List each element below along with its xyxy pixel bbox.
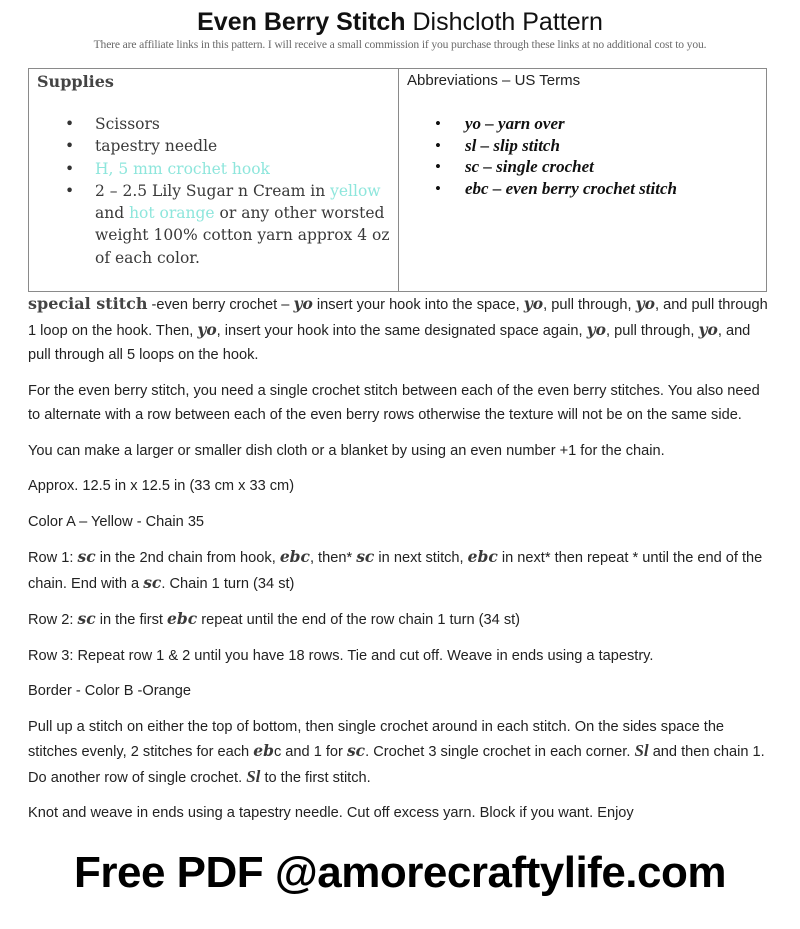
supply-item bbox=[95, 113, 395, 135]
size-paragraph: You can make a larger or smaller dish cloth or a blanket by using an even number +1 for the chain. bbox=[28, 442, 665, 459]
text: . Crochet 3 single crochet in each corner. bbox=[365, 744, 635, 760]
abbreviations-cell bbox=[399, 69, 766, 291]
supplies-cell bbox=[29, 69, 399, 291]
abbr-yo: yo bbox=[293, 294, 313, 313]
abbr-yo: yo bbox=[698, 319, 718, 339]
yarn-text-and: and bbox=[95, 204, 130, 223]
supply-item bbox=[95, 135, 395, 157]
text: Row 2: bbox=[28, 612, 78, 628]
text: insert your hook into the space, bbox=[312, 297, 524, 313]
text: , pull through, bbox=[543, 297, 636, 313]
text: in next stitch, bbox=[374, 550, 468, 566]
row-1-instruction bbox=[28, 545, 773, 596]
supplies-list bbox=[29, 113, 395, 269]
text: , pull through, bbox=[605, 322, 699, 339]
abbreviation-item: • ebc – even berry crochet stitch bbox=[465, 178, 677, 200]
color-a-instruction: Color A – Yellow - Chain 35 bbox=[28, 513, 205, 530]
text: Pull up a stitch on either the top of bottom, then single crochet around in each stitch. On the sides space the stitches evenly, 2 stitches for each bbox=[28, 718, 725, 760]
abbr-ebc: ebc bbox=[279, 547, 310, 566]
supply-tapestry-needle: tapestry needle bbox=[95, 137, 218, 156]
supply-scissors: Scissors bbox=[95, 115, 160, 133]
text: , then* bbox=[309, 550, 357, 566]
free-pdf-banner: Free PDF @amorecraftylife.com bbox=[74, 848, 726, 897]
abbr-sl: Sl bbox=[246, 766, 261, 786]
text: , and pull through all 5 loops on the hook. bbox=[28, 322, 751, 363]
row-2-instruction bbox=[28, 607, 773, 633]
abbr-yo: yo bbox=[197, 319, 217, 339]
yarn-text: 2 – 2.5 Lily Sugar n Cream in bbox=[95, 181, 331, 200]
abbr-sc: sc bbox=[346, 741, 366, 760]
abbr-sc: sc bbox=[77, 609, 96, 628]
text: c bbox=[273, 744, 282, 760]
title-bold: Even Berry Stitch bbox=[197, 8, 406, 36]
abbr-ebc: ebc bbox=[467, 547, 498, 566]
abbr-yo: yo bbox=[523, 294, 544, 313]
abbr-ebc: ebc bbox=[167, 609, 198, 628]
text: and then chain 1. Do another row of single crochet. bbox=[28, 744, 765, 786]
text: repeat until the end of the row chain 1 turn (34 st) bbox=[197, 612, 521, 628]
yellow-yarn-link[interactable]: yellow bbox=[330, 181, 381, 200]
abbr-sc: sc bbox=[143, 572, 162, 592]
text: , insert your hook into the same designated space again, bbox=[216, 322, 587, 339]
row-3-instruction: Row 3: Repeat row 1 & 2 until you have 18 rows. Tie and cut off. Weave in ends using a tapestry. bbox=[28, 647, 654, 664]
abbr-sc: sc bbox=[356, 547, 375, 566]
abbreviation-item: • sl – slip stitch bbox=[465, 135, 677, 157]
page-title bbox=[0, 6, 800, 38]
special-stitch-paragraph bbox=[28, 292, 773, 368]
crochet-hook-link[interactable]: H, 5 mm crochet hook bbox=[95, 159, 270, 178]
supplies-abbreviations-table bbox=[28, 68, 767, 292]
abbr-ebc: eb bbox=[253, 741, 274, 760]
text: , and pull through 1 loop on the hook. Then, bbox=[28, 297, 768, 339]
pattern-body bbox=[28, 292, 773, 837]
abbr-sc: sc bbox=[77, 547, 96, 566]
approx-size: Approx. 12.5 in x 12.5 in (33 cm x 33 cm) bbox=[28, 478, 295, 494]
abbreviation-item: • sc – single crochet bbox=[465, 156, 677, 178]
abbreviations-list bbox=[399, 113, 677, 200]
text: in the first bbox=[95, 612, 168, 628]
text: in the 2nd chain from hook, bbox=[95, 550, 280, 566]
abbr-yo: yo bbox=[586, 319, 606, 339]
text: and 1 for bbox=[281, 744, 347, 760]
abbreviation-item: • yo – yarn over bbox=[465, 113, 677, 135]
supply-item bbox=[95, 180, 395, 269]
title-regular: Dishcloth Pattern bbox=[405, 8, 603, 36]
affiliate-disclaimer: There are affiliate links in this pattern. I will receive a small commission if you purchase through these links at no additional cost to you. bbox=[93, 38, 707, 51]
supplies-heading: Supplies bbox=[37, 72, 114, 91]
border-instruction bbox=[28, 715, 773, 791]
text: . Chain 1 turn (34 st) bbox=[161, 575, 295, 592]
abbr-yo: yo bbox=[635, 294, 655, 313]
text: to the first stitch. bbox=[260, 769, 371, 786]
text: in next* then repeat * until the end of the chain. End with a bbox=[28, 550, 763, 592]
abbr-sl: Sl bbox=[634, 741, 649, 760]
special-stitch-label: special stitch bbox=[28, 294, 148, 313]
yarn-text-rest: or any other worsted weight 100% cotton yarn approx 4 oz of each color. bbox=[95, 204, 390, 267]
text: -even berry crochet – bbox=[147, 297, 294, 313]
supply-item bbox=[95, 158, 395, 180]
alternate-paragraph: For the even berry stitch, you need a single crochet stitch between each of the even berry stitches. You also need to alternate with a row between each of the even berry rows otherwise the texture will not be on the same side. bbox=[28, 382, 760, 423]
finishing-instruction: Knot and weave in ends using a tapestry needle. Cut off excess yarn. Block if you want. Enjoy bbox=[28, 805, 634, 821]
text: Row 1: bbox=[28, 550, 78, 566]
border-heading: Border - Color B -Orange bbox=[28, 683, 192, 699]
hot-orange-yarn-link[interactable]: hot orange bbox=[129, 204, 215, 223]
abbreviations-heading: Abbreviations – US Terms bbox=[407, 72, 581, 89]
